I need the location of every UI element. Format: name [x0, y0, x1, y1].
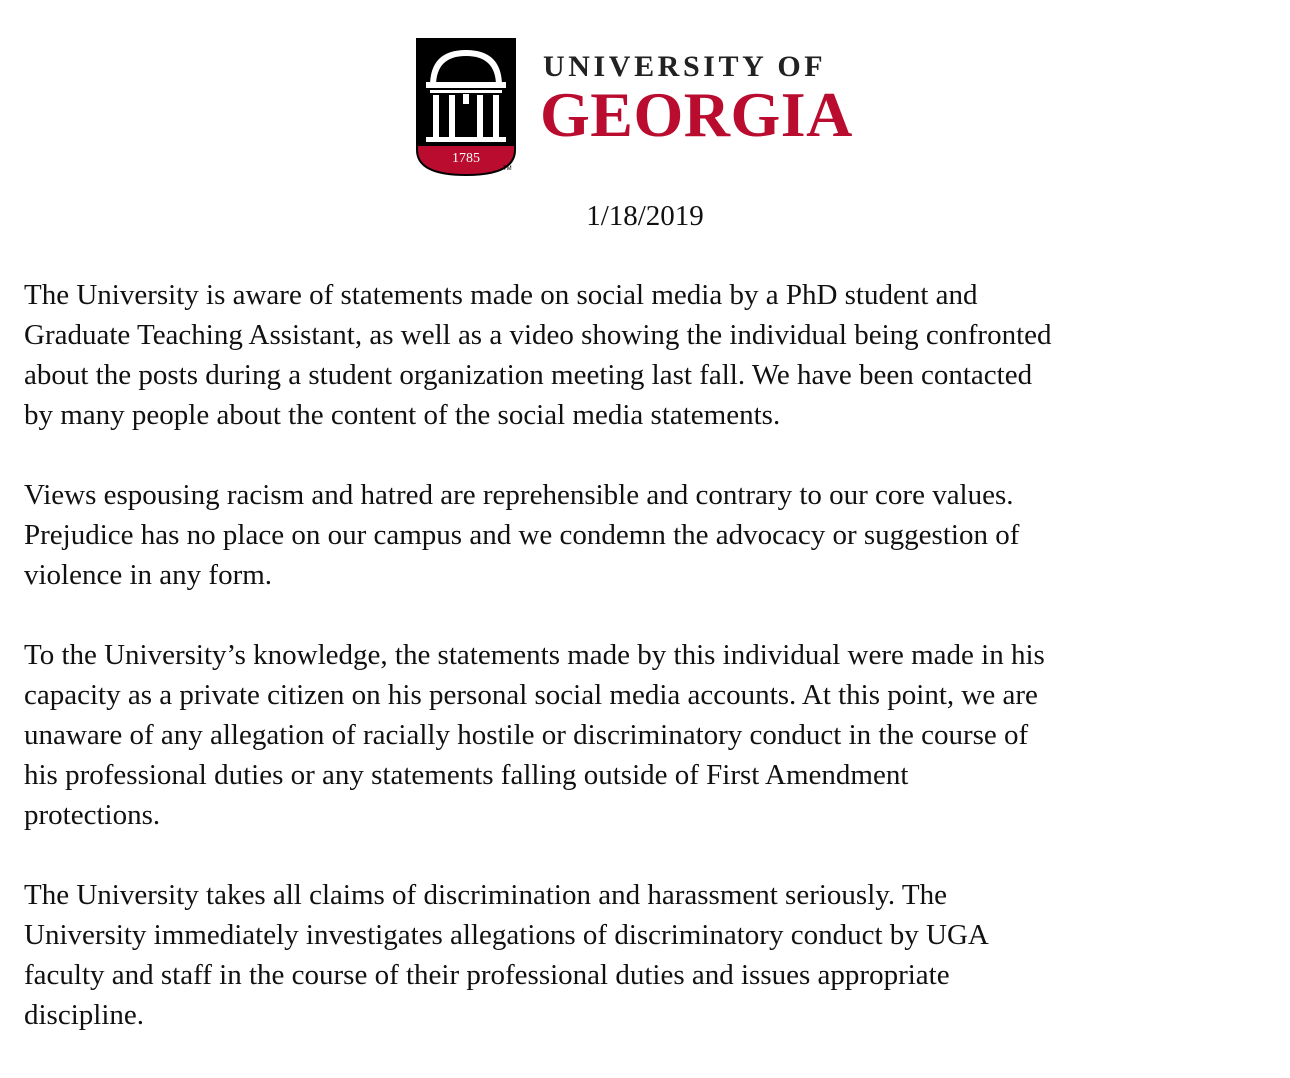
wordmark-georgia: GEORGIA [540, 79, 853, 150]
text-line: unaware of any allegation of racially hostile or discriminatory conduct in the course of [24, 719, 1029, 751]
paragraph-knowledge [24, 635, 1274, 835]
text-line: discipline. [24, 999, 145, 1031]
text-line: faculty and staff in the course of their professional duties and issues appropriate [24, 959, 950, 991]
paragraph-awareness [24, 275, 1274, 435]
text-line: University immediately investigates allegations of discriminatory conduct by UGA [24, 919, 989, 951]
text-line: his professional duties or any statements falling outside of First Amendment [24, 759, 909, 791]
text-line: about the posts during a student organization meeting last fall. We have been contacted [24, 359, 1033, 391]
text-line: Prejudice has no place on our campus and we condemn the advocacy or suggestion of [24, 519, 1020, 551]
text-line: Views espousing racism and hatred are reprehensible and contrary to our core values. [24, 479, 1014, 511]
text-line: protections. [24, 799, 161, 831]
text-line: Graduate Teaching Assistant, as well as a video showing the individual being confronted [24, 319, 1052, 351]
paragraph-values [24, 475, 1274, 595]
text-line: The University is aware of statements made on social media by a PhD student and [24, 279, 978, 311]
text-line: capacity as a private citizen on his personal social media accounts. At this point, we are [24, 679, 1038, 711]
text-line: violence in any form. [24, 559, 273, 591]
statement-date: 1/18/2019 [586, 200, 704, 232]
statement-body [24, 275, 1274, 1075]
shield-year: 1785 [452, 151, 480, 166]
text-line: by many people about the content of the social media statements. [24, 399, 781, 431]
paragraph-policy [24, 875, 1274, 1035]
trademark-mark: TM [503, 166, 512, 172]
wordmark-university-of: UNIVERSITY OF [543, 50, 827, 83]
text-line: To the University’s knowledge, the statements made by this individual were made in his [24, 639, 1045, 671]
letterhead [0, 0, 1290, 190]
text-line: The University takes all claims of discrimination and harassment seriously. The [24, 879, 947, 911]
